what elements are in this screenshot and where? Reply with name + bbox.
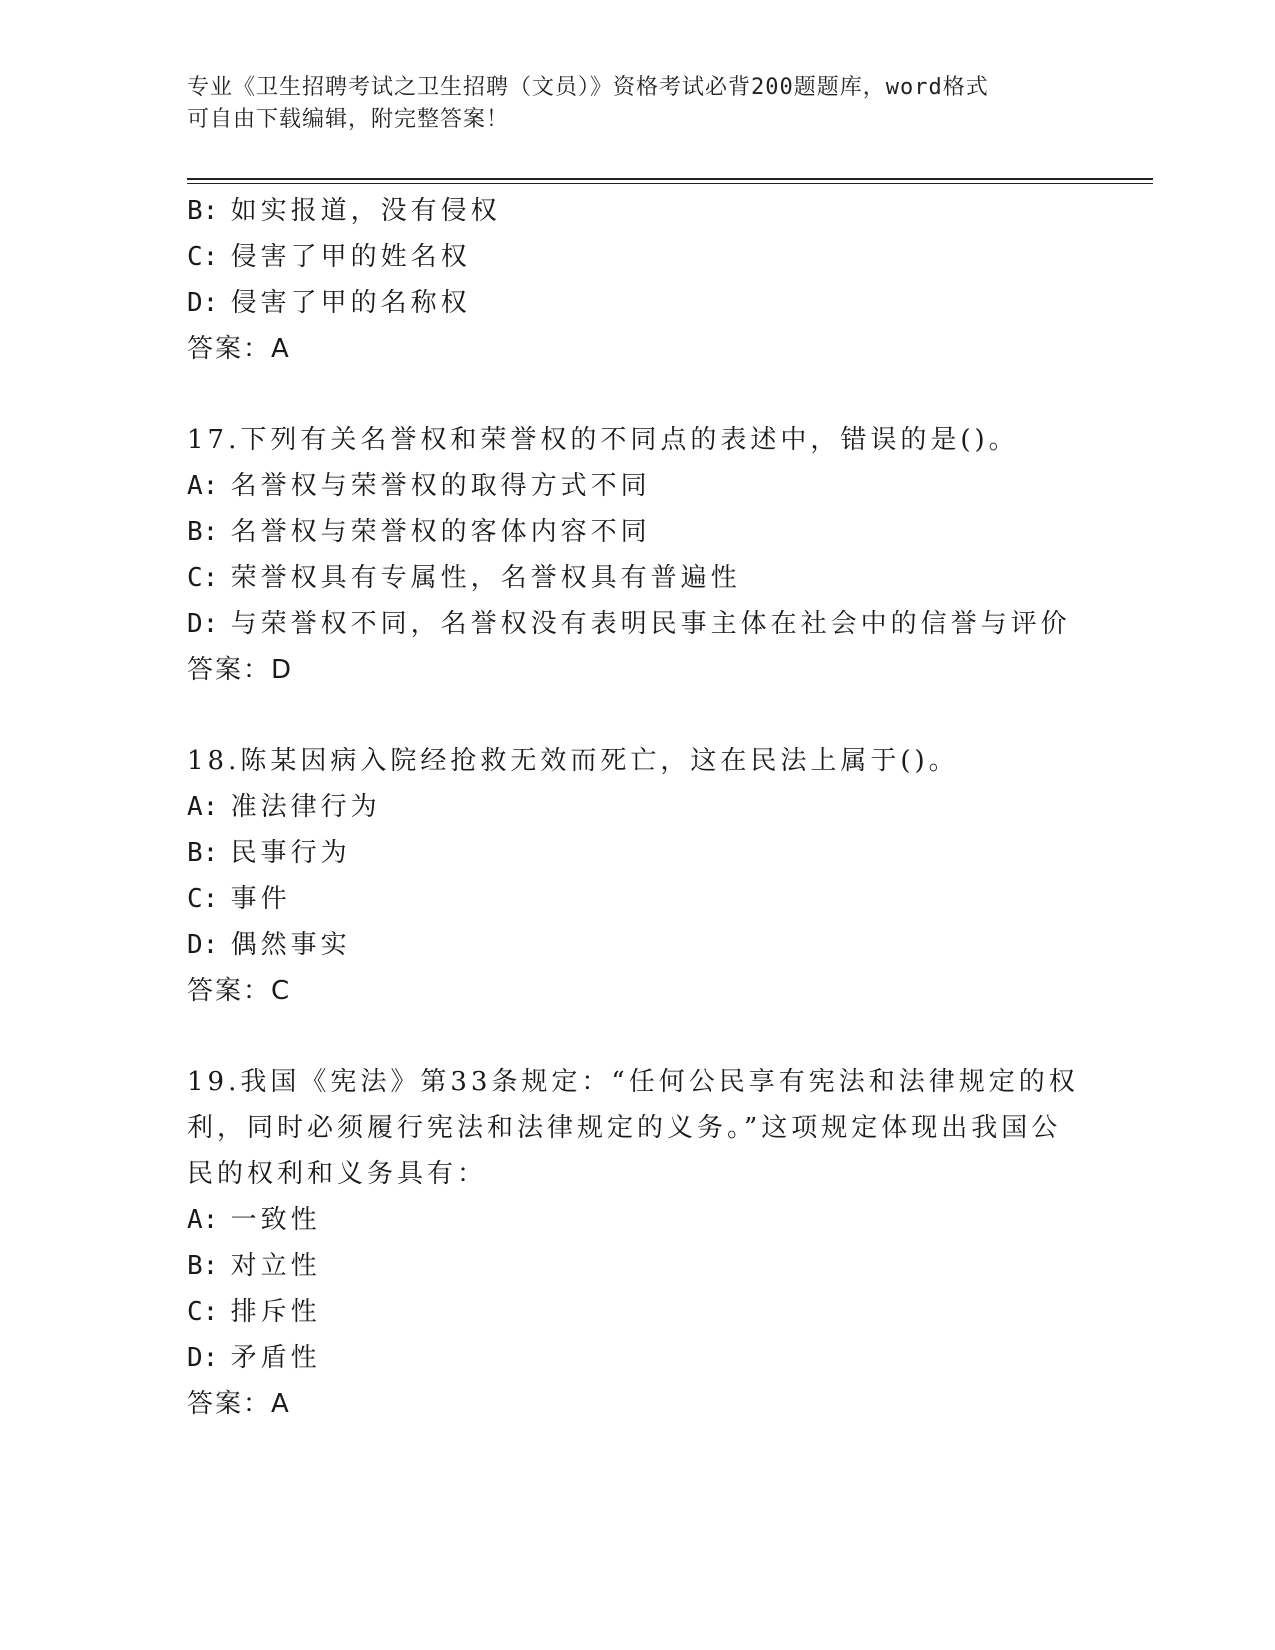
option-d: D: 与荣誉权不同，名誉权没有表明民事主体在社会中的信誉与评价	[187, 609, 1071, 639]
answer-line: 答案：A	[187, 334, 291, 364]
question-list	[187, 188, 1087, 1427]
option-a: A: 名誉权与荣誉权的取得方式不同	[187, 471, 651, 501]
page-header	[187, 72, 1067, 136]
question-stem-line-3: 民的权利和义务具有：	[187, 1159, 488, 1189]
header-rule-thin	[187, 183, 1153, 184]
question-19	[187, 1059, 1087, 1427]
answer-line: 答案：D	[187, 655, 294, 685]
option-c: C: 侵害了甲的姓名权	[187, 242, 471, 272]
option-b: B: 名誉权与荣誉权的客体内容不同	[187, 517, 651, 547]
option-c: C: 排斥性	[187, 1297, 321, 1327]
question-18	[187, 738, 1087, 1014]
option-b: B: 对立性	[187, 1251, 321, 1281]
option-a: A: 准法律行为	[187, 792, 381, 822]
question-stem: 18.陈某因病入院经抢救无效而死亡，这在民法上属于()。	[187, 746, 959, 776]
option-d: D: 侵害了甲的名称权	[187, 288, 471, 318]
option-b: B: 如实报道，没有侵权	[187, 196, 501, 226]
question-stem-line-1: 19.我国《宪法》第33条规定：“任何公民享有宪法和法律规定的权	[187, 1067, 1079, 1097]
header-line-2: 可自由下载编辑，附完整答案！	[187, 107, 510, 132]
option-c: C: 荣誉权具有专属性，名誉权具有普遍性	[187, 563, 741, 593]
question-stem-line-2: 利，同时必须履行宪法和法律规定的义务。”这项规定体现出我国公	[187, 1113, 1062, 1143]
option-d: D: 偶然事实	[187, 930, 351, 960]
header-line-1: 专业《卫生招聘考试之卫生招聘（文员）》资格考试必背200题题库，word格式	[187, 75, 989, 100]
option-d: D: 矛盾性	[187, 1343, 321, 1373]
header-rule-thick	[187, 178, 1153, 180]
question-17	[187, 417, 1087, 693]
option-a: A: 一致性	[187, 1205, 321, 1235]
continued-question	[187, 188, 1087, 372]
question-stem: 17.下列有关名誉权和荣誉权的不同点的表述中，错误的是()。	[187, 425, 1019, 455]
answer-line: 答案：A	[187, 1389, 291, 1419]
option-b: B: 民事行为	[187, 838, 351, 868]
answer-line: 答案：C	[187, 976, 292, 1006]
option-c: C: 事件	[187, 884, 291, 914]
